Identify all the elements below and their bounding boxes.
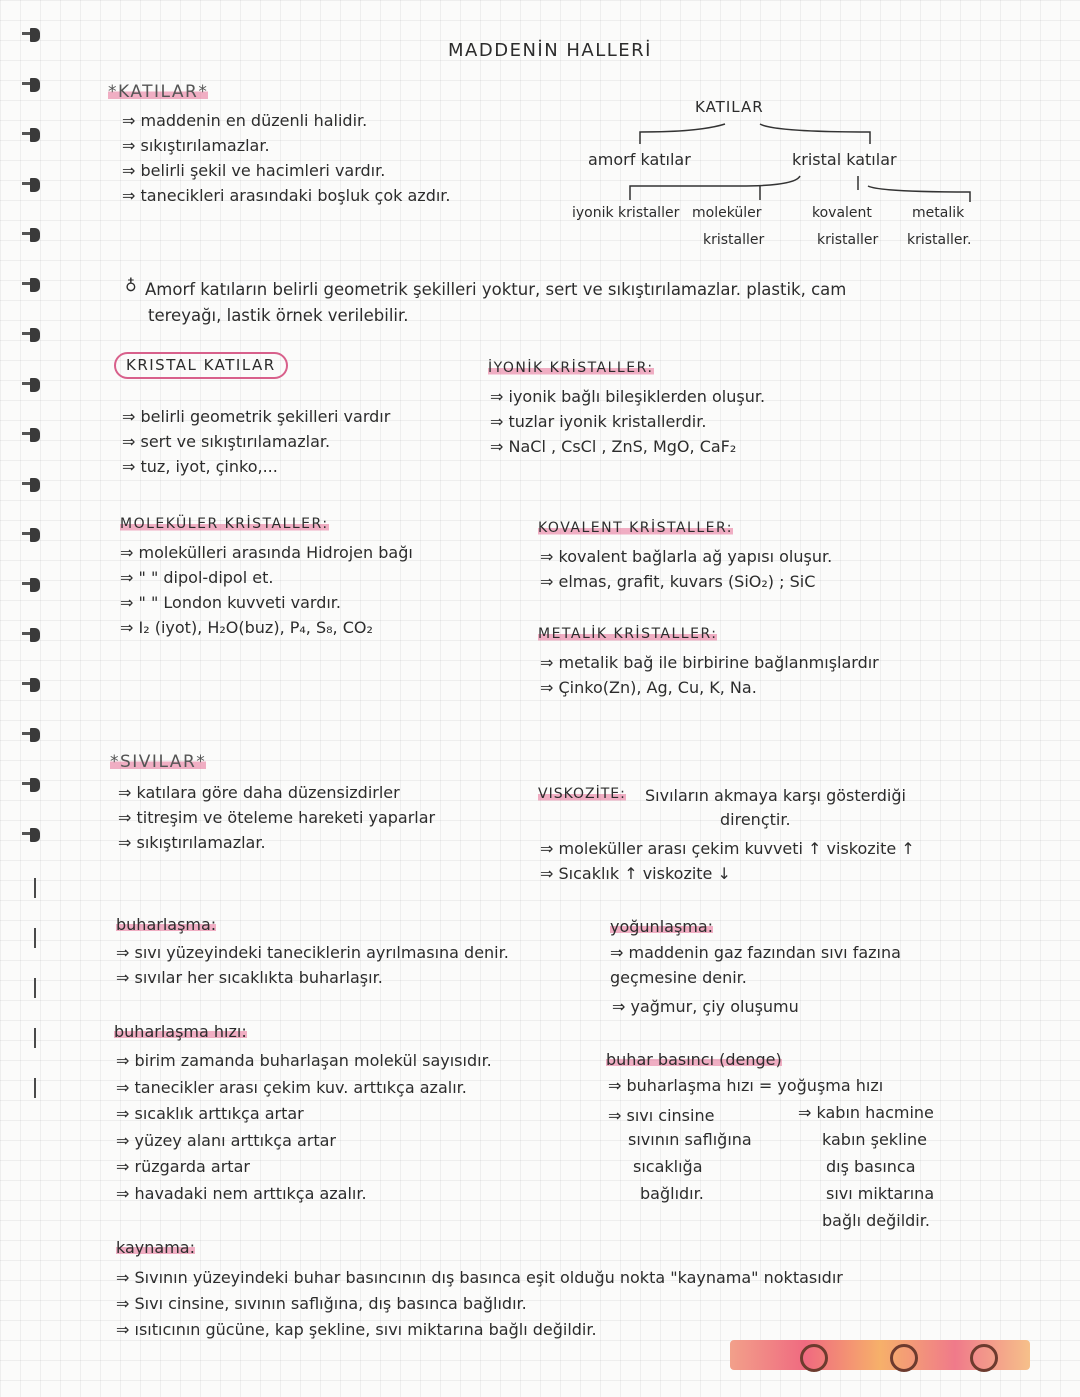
molekuler-list xyxy=(120,540,413,640)
list-item: ⇒ " " dipol-dipol et. xyxy=(120,565,413,590)
amorf-note-line1: Amorf katıların belirli geometrik şekilleri yoktur, sert ve sıkıştırılamazlar. plastik, cam xyxy=(145,280,847,299)
list-item: ⇒ elmas, grafit, kuvars (SiO₂) ; SiC xyxy=(540,569,832,594)
notebook-spiral xyxy=(0,0,50,1397)
list-item: ⇒ Sıvı cinsine, sıvının saflığına, dış basınca bağlıdır. xyxy=(116,1291,843,1317)
list-item: ⇒ molekülleri arasında Hidrojen bağı xyxy=(120,540,413,565)
list-item: ⇒ Sıvının yüzeyindeki buhar basıncının dış basınca eşit olduğu nokta "kaynama" noktasıdır xyxy=(116,1265,843,1291)
buhar-basinci-right-4: bağlı değildir. xyxy=(822,1211,930,1230)
sivilar-heading: *SIVILAR* xyxy=(110,752,207,772)
list-item: ⇒ belirli geometrik şekilleri vardır xyxy=(122,404,390,429)
list-item: ⇒ sert ve sıkıştırılamazlar. xyxy=(122,429,390,454)
list-item: ⇒ tanecikler arası çekim kuv. arttıkça azalır. xyxy=(116,1075,492,1102)
tree-molekuler: moleküler xyxy=(692,205,762,221)
list-item: ⇒ titreşim ve öteleme hareketi yaparlar xyxy=(118,805,435,830)
metalik-list xyxy=(540,650,879,700)
list-item: ⇒ metalik bağ ile birbirine bağlanmışlardır xyxy=(540,650,879,675)
buhar-basinci-heading: buhar basıncı (denge) xyxy=(606,1050,782,1069)
list-item: ⇒ sıcaklık arttıkça artar xyxy=(116,1101,492,1128)
tree-iyonik: iyonik kristaller xyxy=(572,205,680,221)
viskozite-text-1: Sıvıların akmaya karşı gösterdiği xyxy=(645,786,906,805)
viskozite-text-2: dirençtir. xyxy=(720,810,791,829)
buharlasma-hizi-list xyxy=(116,1048,492,1207)
list-item: ⇒ Sıcaklık ↑ viskozite ↓ xyxy=(540,861,915,886)
tree-molekuler-2: kristaller xyxy=(703,232,765,248)
buharlasma-heading: buharlaşma: xyxy=(116,915,217,934)
buhar-basinci-right-0-text: kabın hacmine xyxy=(816,1103,934,1122)
buhar-basinci-right-1: kabın şekline xyxy=(822,1130,927,1149)
kaynama-heading: kaynama: xyxy=(116,1238,195,1257)
list-item: ⇒ kovalent bağlarla ağ yapısı oluşur. xyxy=(540,544,832,569)
metalik-heading: METALİK KRİSTALLER: xyxy=(538,626,718,642)
list-item: ⇒ katılara göre daha düzensizdirler xyxy=(118,780,435,805)
katilar-heading: *KATILAR* xyxy=(108,82,209,102)
list-item: ⇒ I₂ (iyot), H₂O(buz), P₄, S₈, CO₂ xyxy=(120,615,413,640)
molekuler-heading: MOLEKÜLER KRİSTALLER: xyxy=(120,516,329,532)
list-item: ⇒ sıkıştırılamazlar. xyxy=(118,830,435,855)
list-item: ⇒ belirli şekil ve hacimleri vardır. xyxy=(122,158,451,183)
viskozite-list xyxy=(540,836,915,886)
list-item: ⇒ Çinko(Zn), Ag, Cu, K, Na. xyxy=(540,675,879,700)
list-item: ⇒ " " London kuvveti vardır. xyxy=(120,590,413,615)
kaynama-list xyxy=(116,1265,843,1343)
list-item: ⇒ sıvı cinsine xyxy=(608,1103,714,1128)
buhar-basinci-left-list xyxy=(608,1103,714,1128)
kristal-katilar-heading: KRISTAL KATILAR xyxy=(114,352,288,379)
list-item: ⇒ tuzlar iyonik kristallerdir. xyxy=(490,409,765,434)
kristal-katilar-list xyxy=(122,404,390,479)
tree-amorf: amorf katılar xyxy=(588,150,691,169)
tree-root: KATILAR xyxy=(695,98,764,116)
viskozite-label: VISKOZİTE: xyxy=(538,786,626,802)
list-item: ⇒ sıvılar her sıcaklıkta buharlaşır. xyxy=(116,965,509,990)
kovalent-heading: KOVALENT KRİSTALLER: xyxy=(538,520,733,536)
list-item: ⇒ birim zamanda buharlaşan molekül sayısıdır. xyxy=(116,1048,492,1075)
buhar-basinci-right-0: ⇒ kabın hacmine xyxy=(798,1103,934,1122)
kovalent-list xyxy=(540,544,832,594)
amorf-note-line2: tereyağı, lastik örnek verilebilir. xyxy=(148,306,409,325)
list-item: ⇒ sıkıştırılamazlar. xyxy=(122,133,451,158)
buhar-basinci-left-1: sıvının saflığına xyxy=(628,1130,752,1149)
buhar-basinci-right-3: sıvı miktarına xyxy=(826,1184,935,1203)
list-item: ⇒ tuz, iyot, çinko,... xyxy=(122,454,390,479)
list-item: ⇒ iyonik bağlı bileşiklerden oluşur. xyxy=(490,384,765,409)
list-item: ⇒ yüzey alanı arttıkça artar xyxy=(116,1128,492,1155)
katilar-list xyxy=(122,108,451,208)
buharlasma-list xyxy=(116,940,509,990)
list-item: ⇒ maddenin en düzenli halidir. xyxy=(122,108,451,133)
list-item: ⇒ sıvı yüzeyindeki taneciklerin ayrılmasına denir. xyxy=(116,940,509,965)
list-item: ⇒ ısıtıcının gücüne, kap şekline, sıvı miktarına bağlı değildir. xyxy=(116,1317,843,1343)
list-item: ⇒ rüzgarda artar xyxy=(116,1154,492,1181)
yogunlasma-item-text: yağmur, çiy oluşumu xyxy=(630,997,799,1016)
yogunlasma-line-2: geçmesine denir. xyxy=(610,968,747,987)
washi-tape-decoration xyxy=(730,1340,1030,1370)
buhar-basinci-left-2: sıcaklığa xyxy=(633,1157,703,1176)
iyonik-heading: İYONİK KRİSTALLER: xyxy=(488,360,654,376)
buhar-basinci-line-1: ⇒ buharlaşma hızı = yoğuşma hızı xyxy=(608,1076,884,1095)
buharlasma-hizi-heading: buharlaşma hızı: xyxy=(114,1022,247,1041)
list-item: ⇒ tanecikleri arasındaki boşluk çok azdır. xyxy=(122,183,451,208)
list-item: ⇒ NaCl , CsCl , ZnS, MgO, CaF₂ xyxy=(490,434,765,459)
page-title: MADDENİN HALLERİ xyxy=(448,40,652,61)
yogunlasma-item: ⇒ yağmur, çiy oluşumu xyxy=(612,997,799,1016)
list-item: ⇒ havadaki nem arttıkça azalır. xyxy=(116,1181,492,1208)
sivilar-list xyxy=(118,780,435,855)
tree-metalik: metalik xyxy=(912,205,965,221)
tree-kristal: kristal katılar xyxy=(792,150,897,169)
amorf-note-bullet: ♁ xyxy=(125,276,137,295)
list-item: ⇒ moleküller arası çekim kuvveti ↑ viskozite ↑ xyxy=(540,836,915,861)
yogunlasma-heading: yoğunlaşma: xyxy=(610,917,714,936)
buhar-basinci-line-1-text: buharlaşma hızı = yoğuşma hızı xyxy=(626,1076,884,1095)
yogunlasma-line-1-text: maddenin gaz fazından sıvı fazına xyxy=(628,943,901,962)
buhar-basinci-right-2: dış basınca xyxy=(826,1157,916,1176)
tree-kovalent: kovalent xyxy=(812,205,872,221)
yogunlasma-line-1: ⇒ maddenin gaz fazından sıvı fazına xyxy=(610,943,901,962)
tree-kovalent-2: kristaller xyxy=(817,232,879,248)
iyonik-list xyxy=(490,384,765,459)
buhar-basinci-left-3: bağlıdır. xyxy=(640,1184,704,1203)
tree-metalik-2: kristaller. xyxy=(907,232,972,248)
